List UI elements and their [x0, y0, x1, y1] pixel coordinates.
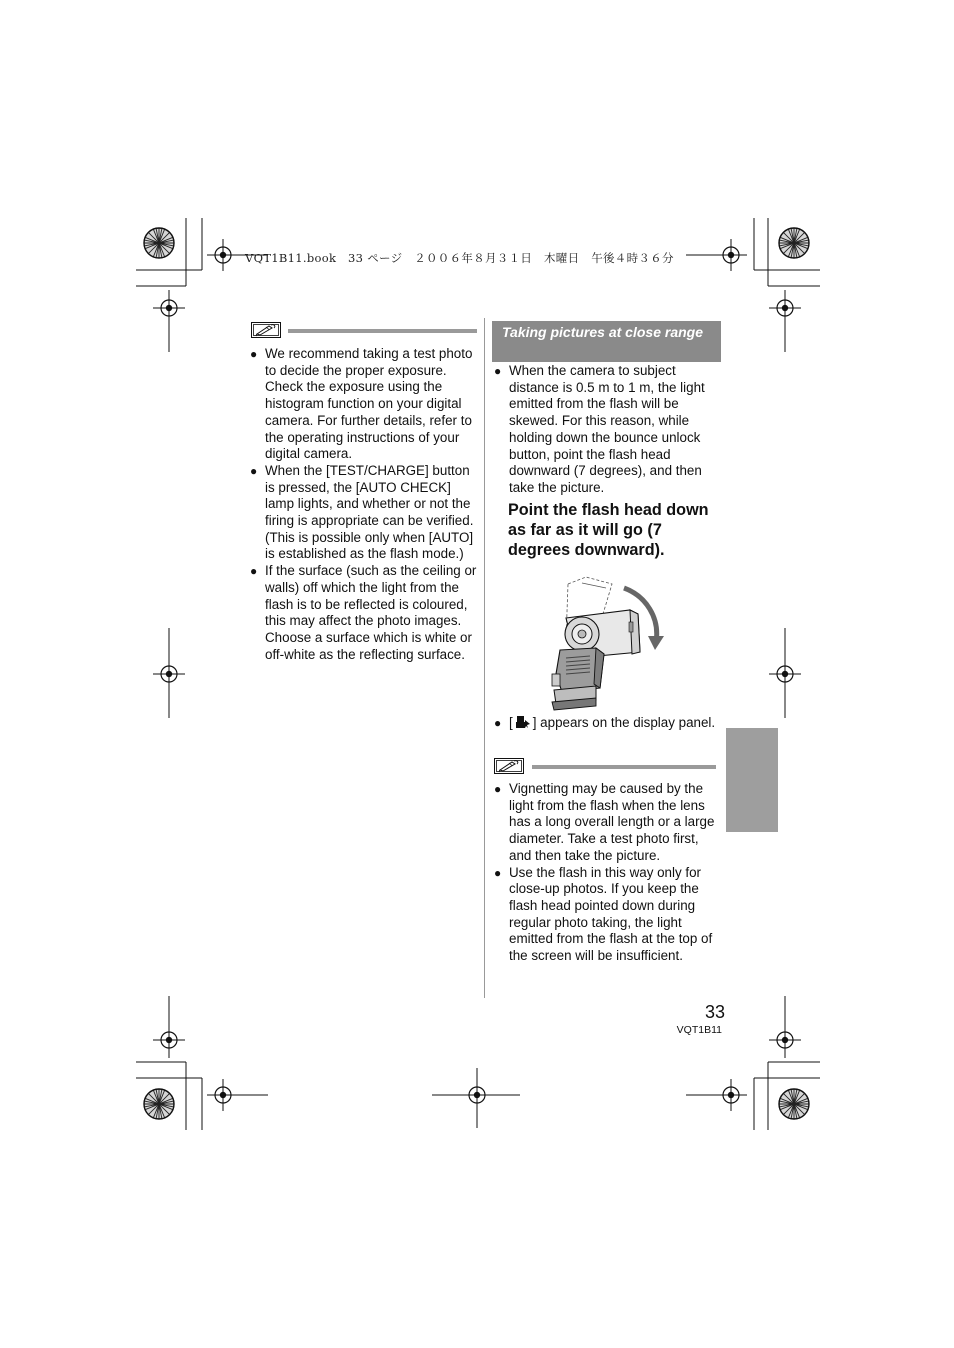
list-item: ● If the surface (such as the ceiling or walls) off which the light from the flash is to be reflected is coloured, this may affect the photo images. Choose a surface which is white or off-white as the reflecting surface. — [250, 563, 477, 662]
note-rule — [532, 765, 716, 769]
side-index-tab — [726, 728, 778, 832]
column-divider — [484, 318, 485, 998]
note-header-right — [494, 758, 716, 776]
list-item: ● Use the flash in this way only for close-up photos. If you keep the flash head pointed down during regular photo taking, the light emitted from the flash at the top of the screen will be insufficient. — [494, 864, 713, 964]
note-rule — [288, 329, 477, 333]
instruction-text: Point the flash head down as far as it will go (7 degrees downward). — [508, 501, 709, 559]
list-item: ● When the camera to subject distance is 0.5 m to 1 m, the light emitted from the flash will be skewed. For this reason, while holding down the bounce unlock button, point the flash head downward (7 degrees), and then take the picture. — [494, 363, 705, 495]
list-item: ● [ ] appears on the display panel. — [494, 715, 716, 730]
intro-bullet-list — [494, 363, 720, 497]
left-bullet-list — [250, 346, 478, 663]
section-title: Taking pictures at close range — [492, 321, 721, 362]
list-item: ● Vignetting may be caused by the light from the flash when the lens has a long overall length or a large diameter. Take a test photo first, and then take the picture. — [494, 781, 715, 863]
flash-unit-tilted-down-illustration — [546, 574, 670, 712]
note-pencil-icon — [494, 758, 524, 774]
display-bullet-list — [494, 715, 720, 732]
page-number: 33 — [704, 1002, 725, 1022]
print-header-info: VQT1B11.book 33 ページ ２００６年８月３１日 木曜日 午後４時３６分 — [245, 251, 674, 265]
list-item: ● When the [TEST/CHARGE] button is pressed, the [AUTO CHECK] lamp lights, and whether or not the firing is appropriate can be verified. (This is possible only when [AUTO] is established as the flash mode.) — [250, 462, 474, 562]
model-code: VQT1B11 — [676, 1024, 722, 1036]
note-header-left — [251, 322, 477, 340]
close-range-flash-icon — [515, 715, 531, 729]
list-item: ● We recommend taking a test photo to decide the proper exposure. Check the exposure using the histogram function on your digital camera. For further details, refer to the operating instructions of your digital camera. — [250, 346, 473, 462]
note-pencil-icon — [251, 322, 281, 338]
right-note-bullet-list — [494, 781, 720, 965]
